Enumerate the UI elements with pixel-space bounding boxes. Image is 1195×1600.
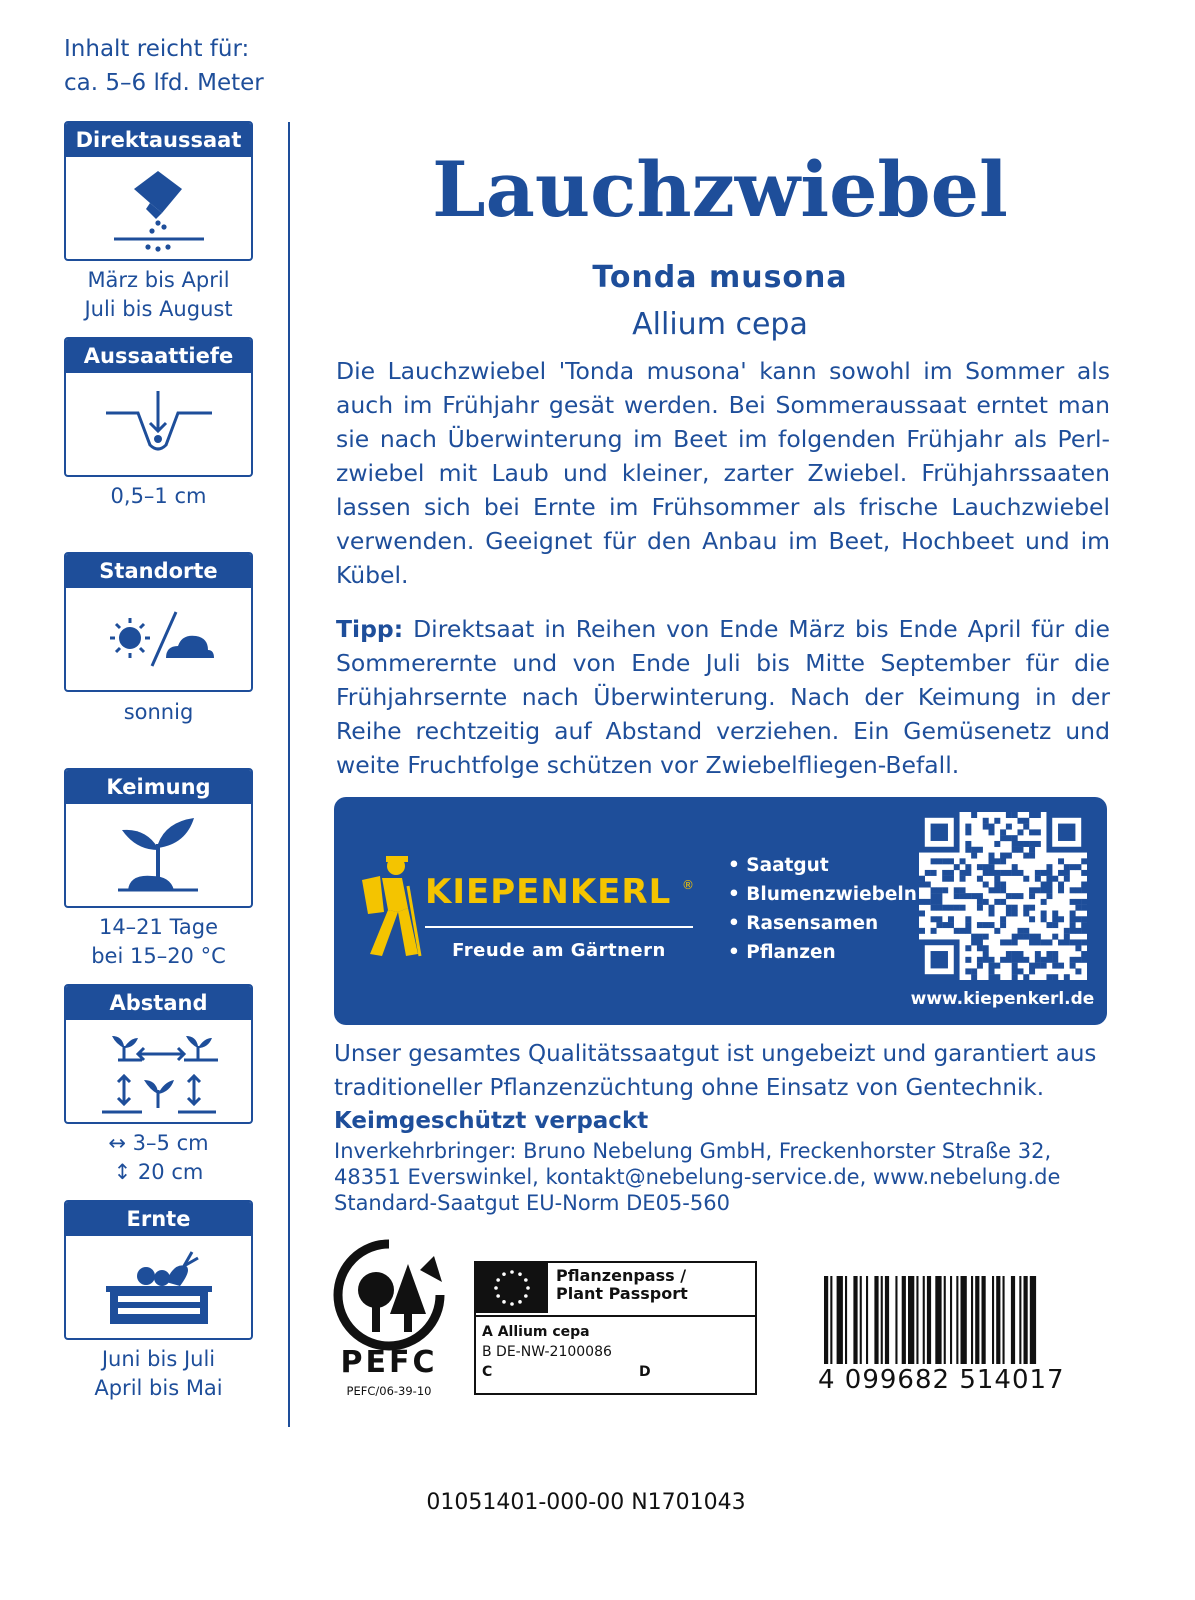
- distributor-info: [334, 1138, 1124, 1216]
- seed-packet-sowing-icon: [66, 157, 251, 259]
- passport-field-c: C: [482, 1364, 493, 1380]
- quality-statement: Unser gesamtes Qualitätssaatgut ist ungebeizt und garantiert aus traditioneller Pflanzenzüchtung ohne Einsatz von Gentechnik.: [334, 1041, 1097, 1101]
- brand-underline: [425, 926, 693, 928]
- product-title: Lauchzwiebel: [432, 145, 1008, 234]
- eu-flag-icon: [476, 1263, 548, 1313]
- passport-title-line: Pflanzenpass /: [556, 1266, 687, 1285]
- card-info-ernte: [36, 1345, 281, 1403]
- article-code: 01051401-000-00 N1701043: [426, 1490, 746, 1515]
- card-info-line: ↔ 3–5 cm: [108, 1131, 209, 1155]
- card-info-direktaussaat: [36, 266, 281, 324]
- seedling-icon: [66, 804, 251, 906]
- brand-name: KIEPENKERL: [425, 872, 672, 912]
- sun-cloud-icon: [66, 588, 251, 690]
- service-item: • Pflanzen: [728, 942, 836, 963]
- card-heading: Keimung: [66, 770, 251, 804]
- tip-label: Tipp:: [336, 615, 404, 643]
- barcode-number: 4 099682 514017: [818, 1365, 1065, 1395]
- card-info-line: März bis April: [87, 268, 230, 292]
- cultivation-tip: [336, 612, 1110, 782]
- card-info-line: ↕ 20 cm: [113, 1160, 204, 1184]
- card-abstand: [64, 984, 253, 1124]
- brand-url[interactable]: www.kiepenkerl.de: [910, 989, 1095, 1009]
- card-info-standorte: [36, 698, 281, 727]
- card-info-line: sonnig: [123, 700, 194, 724]
- passport-field-a: A Allium cepa: [482, 1324, 590, 1340]
- card-info-line: April bis Mai: [94, 1376, 223, 1400]
- sowing-depth-icon: [66, 373, 251, 475]
- registered-mark: ®: [682, 878, 694, 892]
- distributor-line: 48351 Everswinkel, kontakt@nebelung-service.de, www.nebelung.de: [334, 1165, 1061, 1189]
- distributor-line: Inverkehrbringer: Bruno Nebelung GmbH, Freckenhorster Straße 32,: [334, 1139, 1052, 1163]
- service-item: • Blumenzwiebeln: [728, 884, 917, 905]
- services-list: [728, 851, 917, 967]
- harvest-crate-icon: [66, 1236, 251, 1338]
- product-description: Die Lauchzwiebel 'Tonda musona' kann sowohl im Sommer als auch im Frühjahr gesät werden. Bei Sommeraussaat erntet man sie nach Überwinterung im Beet im folgenden Frühjahr als Perlzwiebel mit Laub und kleiner, zarter Zwiebel. Frühjahrssaaten lassen sich bei Ernte im Frühsommer als frische Lauchzwiebel verwenden. Geeignet für den Anbau im Beet, Hochbeet und im Kübel.: [336, 357, 1110, 589]
- hiker-logo-icon: [358, 852, 424, 962]
- plant-spacing-icon: [66, 1020, 251, 1122]
- card-direktaussaat: [64, 121, 253, 261]
- card-keimung: [64, 768, 253, 908]
- card-info-line: Juli bis August: [84, 297, 233, 321]
- card-info-line: Juni bis Juli: [101, 1347, 216, 1371]
- card-info-keimung: [36, 913, 281, 971]
- card-info-aussaattiefe: [36, 482, 281, 511]
- card-heading: Aussaattiefe: [66, 339, 251, 373]
- card-info-line: 14–21 Tage: [98, 915, 219, 939]
- passport-title: [556, 1267, 688, 1303]
- tip-text: Direktsaat in Reihen von Ende März bis Ende April für die Sommerernte und von Ende Juli bis Mitte September für die Frühjahrsernte nach Überwinterung. Nach der Keimung in der Reihe rechtzeitig auf Abstand verziehen. Ein Gemüsenetz und weite Fruchtfolge schützen vor Zwiebelfliegen-Befall.: [336, 615, 1110, 779]
- card-ernte: [64, 1200, 253, 1340]
- pefc-label: PEFC: [340, 1345, 438, 1380]
- pefc-logo-icon: [330, 1236, 448, 1354]
- coverage-line1: Inhalt reicht für:: [64, 36, 250, 62]
- brand-slogan: Freude am Gärtnern: [452, 940, 666, 961]
- product-variety: Tonda musona: [592, 260, 848, 295]
- card-heading: Abstand: [66, 986, 251, 1020]
- service-item: • Saatgut: [728, 855, 829, 876]
- coverage-line2: ca. 5–6 lfd. Meter: [64, 70, 264, 96]
- card-info-abstand: [36, 1129, 281, 1187]
- column-divider: [288, 122, 290, 1427]
- pefc-code: PEFC/06-39-10: [346, 1384, 432, 1398]
- qr-code-icon[interactable]: [919, 812, 1087, 980]
- passport-field-d: D: [639, 1364, 651, 1380]
- barcode-icon: [820, 1276, 1092, 1366]
- passport-field-b: B DE-NW-2100086: [482, 1344, 612, 1360]
- card-info-line: bei 15–20 °C: [91, 944, 226, 968]
- service-item: • Rasensamen: [728, 913, 879, 934]
- card-heading: Direktaussaat: [66, 123, 251, 157]
- card-heading: Standorte: [66, 554, 251, 588]
- distributor-line: Standard-Saatgut EU-Norm DE05-560: [334, 1191, 730, 1215]
- passport-divider: [476, 1315, 755, 1317]
- product-latin-name: Allium cepa: [632, 307, 808, 342]
- card-heading: Ernte: [66, 1202, 251, 1236]
- card-aussaattiefe: [64, 337, 253, 477]
- germ-protected-label: Keimgeschützt verpackt: [334, 1108, 649, 1134]
- passport-title-line: Plant Passport: [556, 1284, 688, 1303]
- card-standorte: [64, 552, 253, 692]
- card-info-line: 0,5–1 cm: [110, 484, 207, 508]
- coverage-info: [64, 32, 264, 100]
